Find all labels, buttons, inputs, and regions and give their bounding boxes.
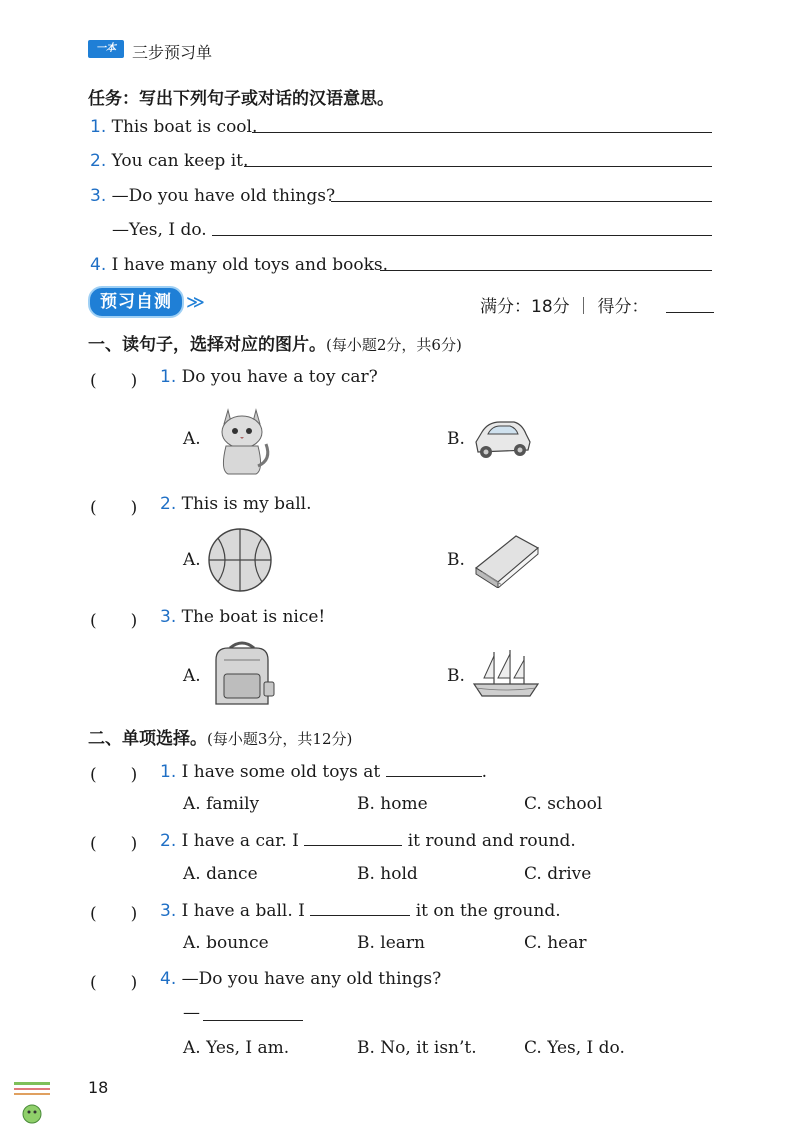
answer-line-1[interactable]: [252, 132, 712, 133]
double-arrow-icon: ≫: [186, 291, 205, 313]
option-c[interactable]: C. hear: [524, 933, 587, 953]
option-c[interactable]: C. drive: [524, 864, 592, 884]
backpack-icon[interactable]: [204, 638, 280, 710]
task-item-number: 2.: [90, 151, 107, 171]
question-text-end: it on the ground.: [415, 901, 561, 921]
option-b-label: B.: [447, 429, 465, 449]
task-title: 任务：写出下列句子或对话的汉语意思。: [88, 89, 394, 109]
fill-blank[interactable]: [310, 899, 410, 916]
section1-heading: 一、读句子，选择对应的图片。: [88, 335, 326, 355]
sailing-ship-icon[interactable]: [470, 648, 542, 700]
question-number: 3.: [160, 901, 177, 921]
answer-paren[interactable]: ( ): [90, 371, 138, 391]
answer-line-3[interactable]: [331, 201, 712, 202]
task-item-4: [90, 254, 388, 276]
question-2-4: [160, 968, 441, 990]
answer-paren[interactable]: ( ): [90, 834, 138, 854]
reply-dash: —: [183, 1003, 200, 1023]
section1-title: [88, 330, 462, 355]
section2-heading: 二、单项选择。: [88, 729, 207, 749]
basketball-icon[interactable]: [206, 526, 274, 594]
answer-paren[interactable]: ( ): [90, 904, 138, 924]
answer-line-5[interactable]: [380, 270, 712, 271]
option-a-label: A.: [183, 666, 201, 686]
question-text-end: it round and round.: [407, 831, 576, 851]
task-item-text: —Do you have old things?: [111, 186, 336, 206]
fill-blank[interactable]: [386, 760, 482, 777]
task-item-number: 3.: [90, 186, 107, 206]
option-a[interactable]: A. family: [183, 794, 260, 814]
header-title: 三步预习单: [132, 43, 213, 62]
task-item-text: You can keep it.: [111, 151, 249, 171]
question-number: 2.: [160, 494, 177, 514]
task-item-text: I have many old toys and books.: [111, 255, 389, 275]
self-test-banner: [88, 288, 205, 316]
question-text: —Do you have any old things?: [181, 969, 442, 989]
question-number: 3.: [160, 607, 177, 627]
question-text-end: .: [481, 762, 487, 782]
question-number: 1.: [160, 367, 177, 387]
answer-paren[interactable]: ( ): [90, 973, 138, 993]
question-1-1: [160, 366, 378, 388]
answer-paren[interactable]: ( ): [90, 611, 138, 631]
task-item-1: [90, 116, 257, 138]
question-2-2: [160, 829, 576, 852]
question-1-2: [160, 493, 311, 515]
question-number: 1.: [160, 762, 177, 782]
option-c[interactable]: C. school: [524, 794, 603, 814]
option-b[interactable]: B. home: [357, 794, 428, 814]
option-b[interactable]: B. hold: [357, 864, 418, 884]
option-b-label: B.: [447, 666, 465, 686]
fill-blank[interactable]: [203, 1020, 303, 1021]
page-number: 18: [88, 1078, 109, 1097]
question-text: I have a car. I: [181, 831, 299, 851]
question-text: Do you have a toy car?: [181, 367, 378, 387]
question-text: I have some old toys at: [181, 762, 381, 782]
question-number: 2.: [160, 831, 177, 851]
question-text: The boat is nice!: [181, 607, 326, 627]
section2-title: [88, 724, 352, 749]
task-item-number: 4.: [90, 255, 107, 275]
toy-car-icon[interactable]: [470, 412, 534, 462]
cat-icon[interactable]: [206, 400, 278, 478]
book-badge: 一本: [88, 40, 124, 58]
section2-note: (每小题3分，共12分): [207, 730, 353, 748]
option-a-label: A.: [183, 550, 201, 570]
section1-note: (每小题2分，共6分): [326, 336, 462, 354]
option-c[interactable]: C. Yes, I do.: [524, 1038, 625, 1058]
self-test-label: 预习自测: [88, 286, 184, 318]
question-1-3: [160, 606, 325, 628]
fill-blank[interactable]: [304, 829, 402, 846]
question-2-3: [160, 899, 561, 922]
option-a[interactable]: A. Yes, I am.: [183, 1038, 290, 1058]
task-item-3-reply: [112, 219, 207, 241]
publisher-logo-icon: [12, 1080, 52, 1126]
option-a[interactable]: A. bounce: [183, 933, 269, 953]
option-b[interactable]: B. learn: [357, 933, 426, 953]
answer-paren[interactable]: ( ): [90, 765, 138, 785]
option-a-label: A.: [183, 429, 201, 449]
task-item-2: [90, 150, 248, 172]
task-item-number: 1.: [90, 117, 107, 137]
question-2-1: [160, 760, 487, 783]
book-icon[interactable]: [470, 530, 542, 588]
task-item-3: [90, 185, 335, 207]
option-b[interactable]: B. No, it isn’t.: [357, 1038, 477, 1058]
task-item-text: This boat is cool.: [111, 117, 258, 137]
question-number: 4.: [160, 969, 177, 989]
score-blank[interactable]: [666, 312, 714, 313]
option-b-label: B.: [447, 550, 465, 570]
task-item-text: —Yes, I do.: [112, 220, 207, 240]
answer-paren[interactable]: ( ): [90, 498, 138, 518]
question-text: This is my ball.: [181, 494, 312, 514]
question-text: I have a ball. I: [181, 901, 305, 921]
score-label: 满分：18分 ｜ 得分：: [480, 297, 649, 317]
answer-line-4[interactable]: [212, 235, 712, 236]
answer-line-2[interactable]: [244, 166, 712, 167]
option-a[interactable]: A. dance: [183, 864, 258, 884]
